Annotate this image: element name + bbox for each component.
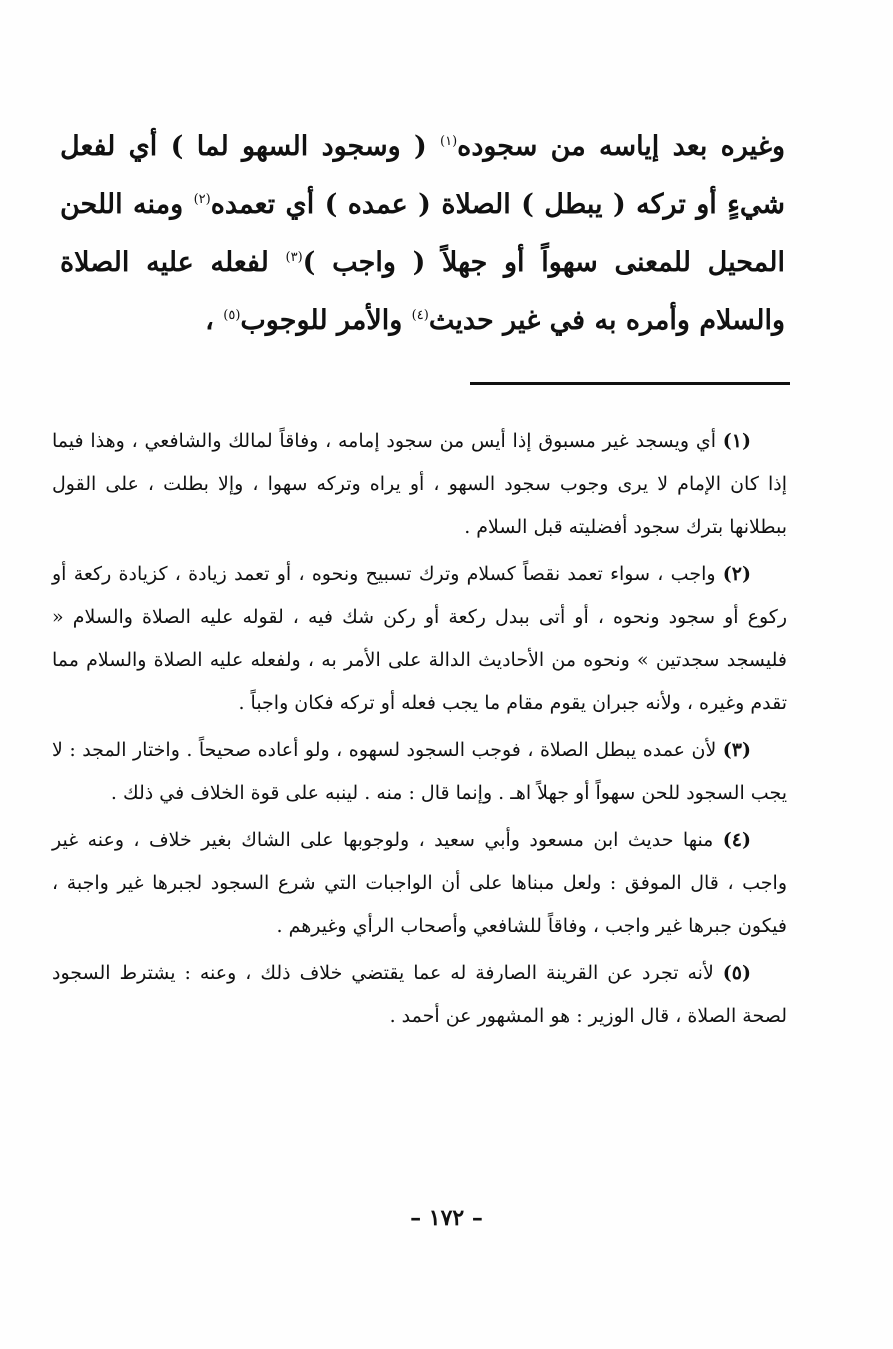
footnote-3 (52, 729, 787, 815)
main-paragraph (60, 118, 785, 350)
main-text-segment-2: ( وسجود السهو لما ) أي لفعل شيءٍ أو تركه ( يبطل ) الصلاة ( عمده ) أي تعمده (60, 131, 785, 220)
footnote-text: لأن عمده يبطل الصلاة ، فوجب السجود لسهوه ، ولو أعاده صحيحاً . واختار المجد : لا يجب السجود للحن سهواً أو جهلاً اهـ . وإنما قال : منه . لينبه على قوة الخلاف في ذلك . (52, 739, 787, 804)
footnote-number: (٢) (722, 563, 751, 585)
footnote-ref-3: (٣) (285, 250, 303, 265)
footnote-1 (52, 420, 787, 549)
footnote-ref-2: (٢) (193, 192, 211, 207)
footnote-2 (52, 553, 787, 725)
footnote-ref-4: (٤) (411, 308, 429, 323)
footnote-text: أي ويسجد غير مسبوق إذا أيس من سجود إمامه ، وفاقاً لمالك والشافعي ، وهذا فيما إذا كان الإمام لا يرى وجوب سجود السهو ، أو يراه وتركه سهوا ، وإلا بطلت ، على القول ببطلانها بترك سجود أفضليته قبل السلام . (52, 430, 787, 538)
footnote-ref-1: (١) (440, 134, 458, 149)
main-text (60, 118, 785, 350)
footnote-text: واجب ، سواء تعمد نقصاً كسلام وترك تسبيح ونحوه ، أو تعمد زيادة ، كزيادة ركعة أو ركوع أو سجود ونحوه ، أو أتى ببدل ركعة أو ركن شك فيه ، لقوله عليه الصلاة والسلام « فليسجد سجدتين » ونحوه من الأحاديث الدالة على الأمر به ، ولفعله عليه الصلاة والسلام مما تقدم وغيره ، ولأنه جبران يقوم مقام ما يجب فعله أو تركه فكان واجباً . (52, 563, 787, 714)
page-number: – ١٧٢ – (410, 1205, 483, 1231)
footnote-4 (52, 819, 787, 948)
main-text-segment-end: ، (205, 305, 224, 336)
footnote-number: (١) (722, 430, 751, 452)
footnote-5 (52, 952, 787, 1038)
footnote-number: (٣) (722, 739, 751, 761)
main-text-segment-4: لفعله عليه الصلاة والسلام وأمره به في غير حديث (60, 247, 785, 336)
footnotes (52, 420, 787, 1042)
main-text-segment-5: والأمر للوجوب (240, 305, 412, 336)
footnote-ref-5: (٥) (223, 308, 241, 323)
footnote-text: منها حديث ابن مسعود وأبي سعيد ، ولوجوبها على الشاك بغير خلاف ، وعنه غير واجب ، قال الموفق : ولعل مبناها على أن الواجبات التي شرع السجود لجبرها غير واجبة ، فيكون جبرها غير واجب ، وفاقاً للشافعي وأصحاب الرأي وغيرهم . (52, 829, 787, 937)
footnote-number: (٤) (722, 829, 751, 851)
main-text-segment-1: وغيره بعد إياسه من سجوده (457, 131, 785, 162)
footnote-separator (470, 382, 790, 385)
main-text-segment-3: ومنه اللحن المحيل للمعنى سهواً أو جهلاً ( واجب ) (60, 189, 785, 278)
footnote-text: لأنه تجرد عن القرينة الصارفة له عما يقتضي خلاف ذلك ، وعنه : يشترط السجود لصحة الصلاة ، قال الوزير : هو المشهور عن أحمد . (52, 962, 787, 1027)
footnote-number: (٥) (722, 962, 751, 984)
